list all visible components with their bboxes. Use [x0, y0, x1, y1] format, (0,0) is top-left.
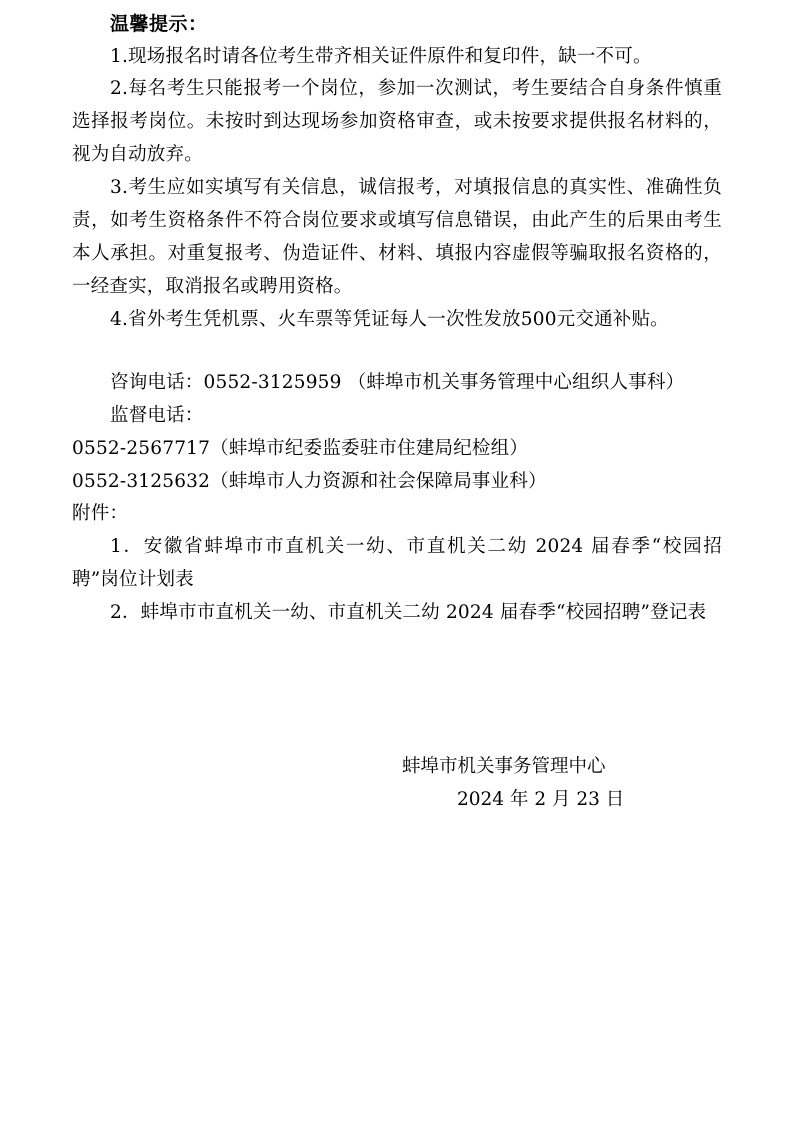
signature-organization: 蚌埠市机关事务管理中心 — [402, 756, 606, 778]
supervision-phone-1: 0552-2567717（蚌埠市纪委监委驻市住建局纪检组） — [72, 437, 529, 459]
supervision-phone-label: 监督电话： — [110, 404, 204, 426]
notice-item-4: 4.省外考生凭机票、火车票等凭证每人一次性发放500元交通补贴。 — [110, 308, 669, 330]
spacer-after-notices — [72, 337, 722, 367]
attachment-item-1: 1．安徽省蚌埠市市直机关一幼、市直机关二幼 2024 届春季“校园招聘”岗位计划表 — [72, 536, 722, 591]
notice-item-2: 2.每名考生只能报考一个岗位，参加一次测试，考生要结合自身条件慎重选择报考岗位。未按时到达现场参加资格审查，或未按要求提供报名材料的，视为自动放弃。 — [72, 78, 722, 166]
page-title: 温馨提示： — [110, 13, 208, 35]
notice-item-3: 3.考生应如实填写有关信息，诚信报考，对填报信息的真实性、准确性负责，如考生资格条件不符合岗位要求或填写信息错误，由此产生的后果由考生本人承担。对重复报考、伪造证件、材料、填报内容虚假等骗取报名资格的，一经查实，取消报名或聘用资格。 — [72, 177, 722, 297]
signature-date: 2024 年 2 月 23 日 — [457, 789, 625, 811]
signature-block — [72, 750, 722, 817]
consultation-phone-line: 咨询电话：0552-3125959 （蚌埠市机关事务管理中心组织人事科） — [110, 371, 685, 393]
attachments-label: 附件： — [72, 503, 129, 525]
attachment-item-2: 2．蚌埠市市直机关一幼、市直机关二幼 2024 届春季“校园招聘”登记表 — [110, 602, 707, 624]
notice-item-1: 1.现场报名时请各位考生带齐相关证件原件和复印件，缺一不可。 — [110, 45, 652, 67]
supervision-phone-2: 0552-3125632（蚌埠市人力资源和社会保障局事业科） — [72, 470, 547, 492]
